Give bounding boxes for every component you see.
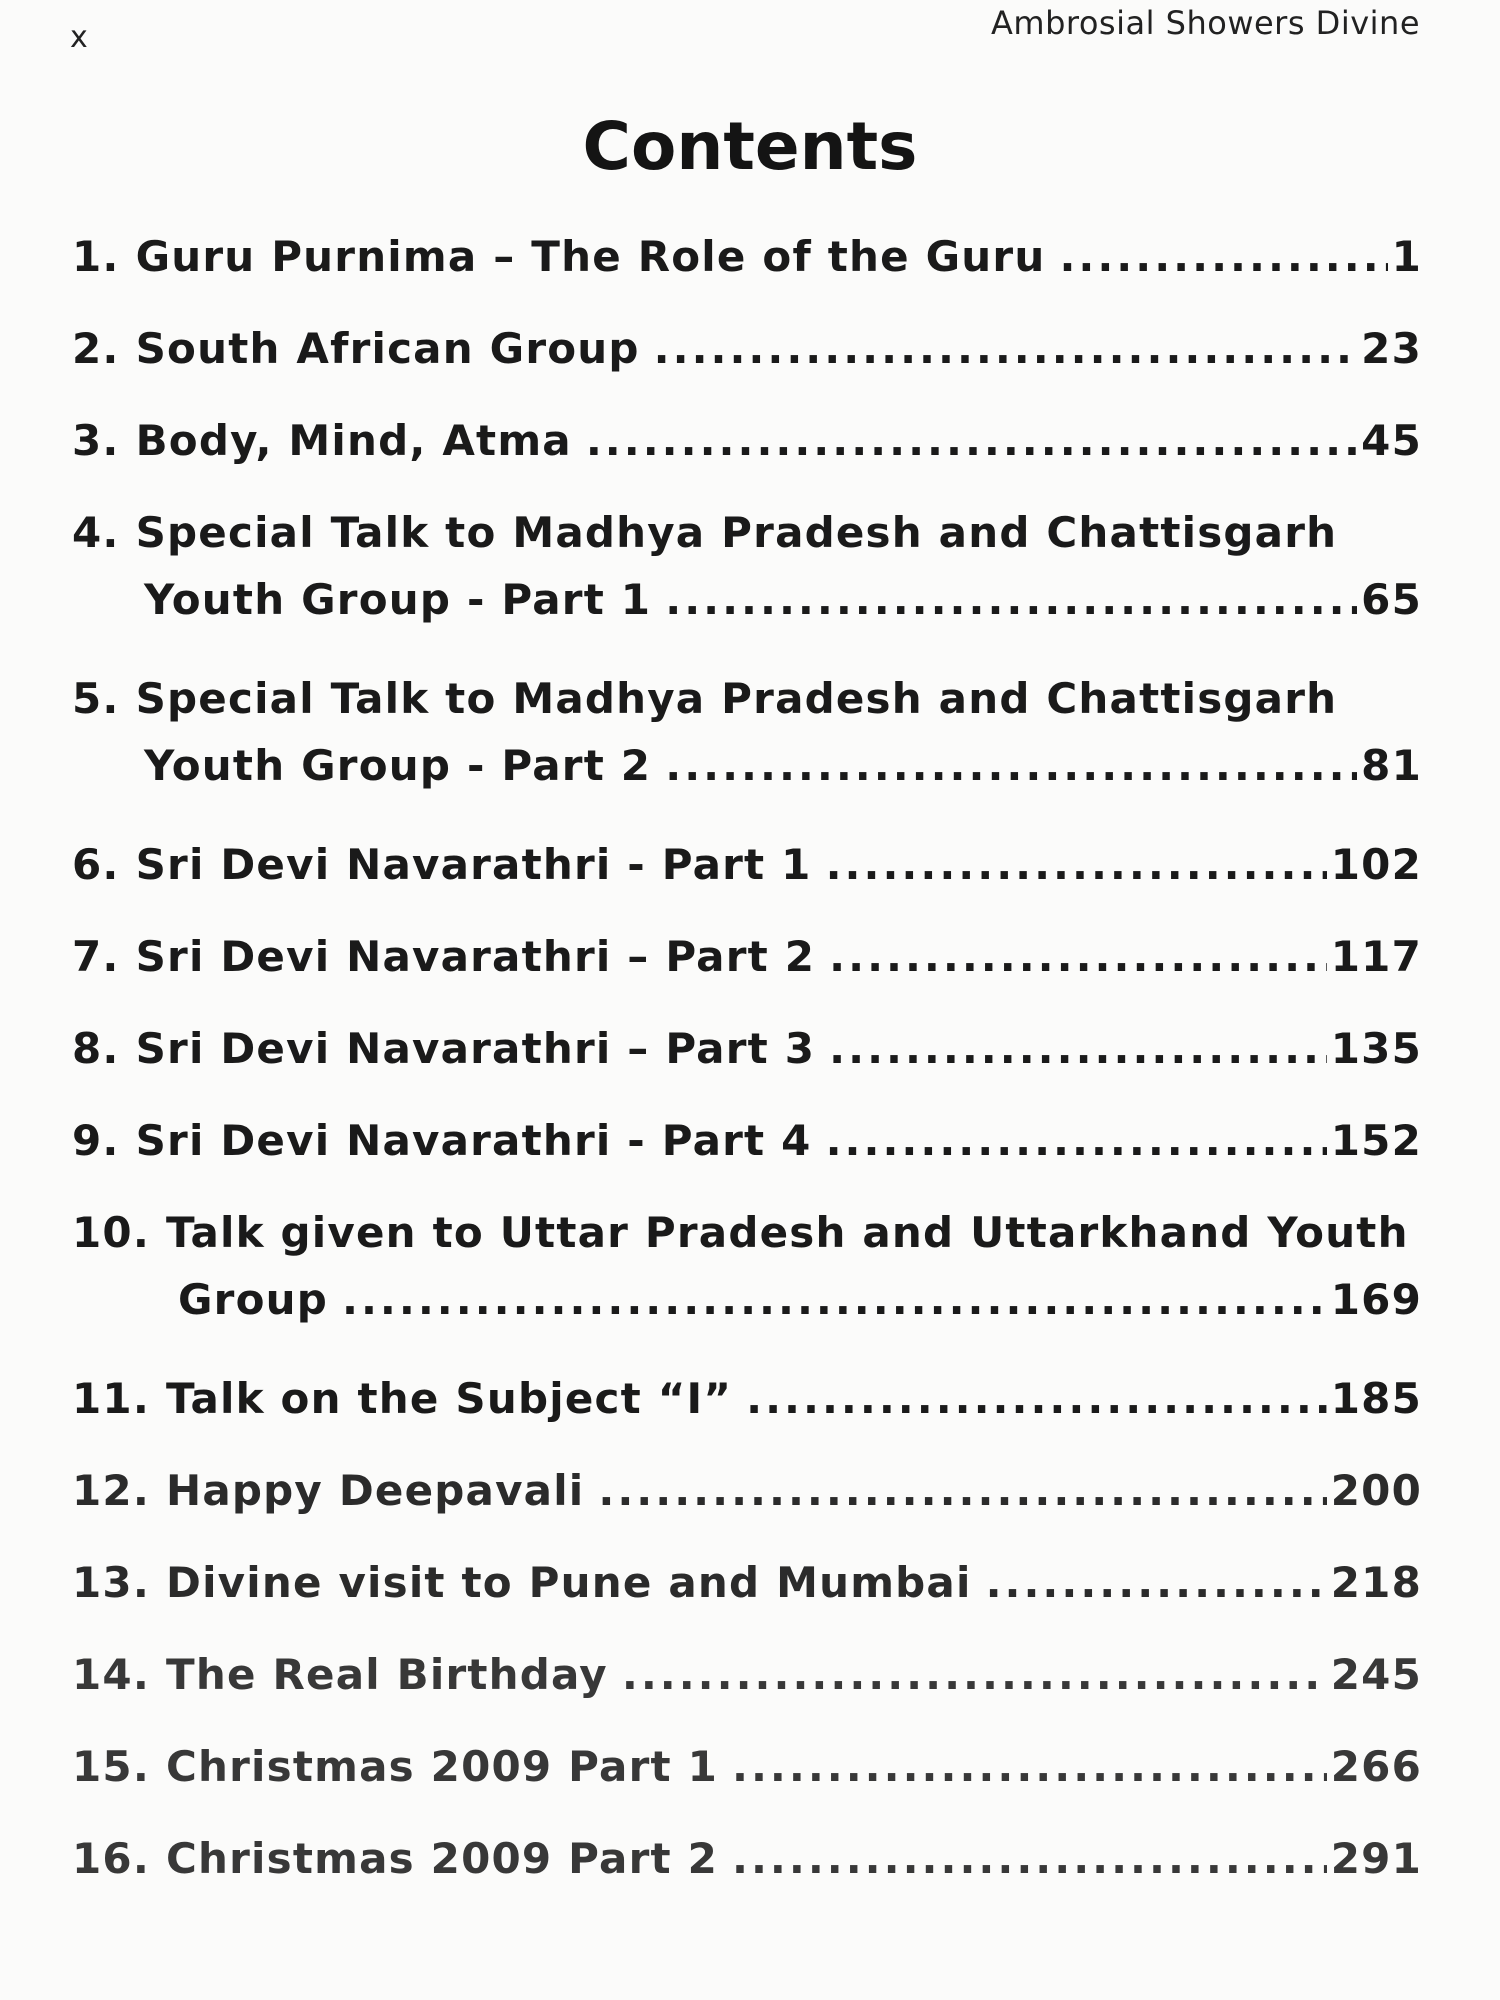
- dot-leader: [598, 1466, 1326, 1515]
- entry-number: 7.: [72, 932, 120, 981]
- entry-number: 16.: [72, 1834, 151, 1883]
- entry-title-line-2: Youth Group - Part 2: [144, 741, 652, 790]
- entry-page-number: 169: [1330, 1275, 1422, 1324]
- entry-title: The Real Birthday: [166, 1650, 608, 1699]
- dot-leader: [732, 1742, 1327, 1791]
- entry-number: 4.: [72, 508, 120, 557]
- dot-leader: [586, 416, 1357, 465]
- dot-leader: [665, 741, 1357, 790]
- entry-page-number: 117: [1330, 932, 1422, 981]
- corner-mark: x: [70, 20, 88, 55]
- entry-page-number: 45: [1361, 416, 1422, 465]
- entry-number: 10.: [72, 1208, 151, 1257]
- entry-page-number: 200: [1330, 1466, 1422, 1515]
- entry-page-number: 135: [1330, 1024, 1422, 1073]
- toc-entry: [72, 232, 1422, 324]
- toc-entry: [72, 1650, 1422, 1742]
- entry-title-line-2: Group: [178, 1275, 329, 1324]
- dot-leader: [732, 1834, 1327, 1883]
- entry-page-number: 185: [1330, 1374, 1422, 1423]
- entry-title: South African Group: [135, 324, 640, 373]
- entry-title: Talk on the Subject “I”: [166, 1374, 733, 1423]
- entry-title-line-2: Youth Group - Part 1: [144, 575, 652, 624]
- entry-title: Christmas 2009 Part 1: [166, 1742, 718, 1791]
- entry-title-line-1: Special Talk to Madhya Pradesh and Chattisgarh: [135, 508, 1338, 557]
- toc-entry: [72, 1466, 1422, 1558]
- dot-leader: [746, 1374, 1327, 1423]
- toc-entry: [72, 1374, 1422, 1466]
- entry-title: Happy Deepavali: [166, 1466, 585, 1515]
- dot-leader: [826, 1116, 1327, 1165]
- dot-leader: [829, 1024, 1327, 1073]
- entry-number: 14.: [72, 1650, 151, 1699]
- entry-page-number: 245: [1330, 1650, 1422, 1699]
- entry-page-number: 102: [1330, 840, 1422, 889]
- page-title: Contents: [582, 108, 918, 185]
- toc-entry: [72, 674, 1422, 840]
- entry-title: Sri Devi Navarathri – Part 3: [135, 1024, 816, 1073]
- entry-number: 8.: [72, 1024, 120, 1073]
- toc-entry: [72, 932, 1422, 1024]
- entry-title: Guru Purnima – The Role of the Guru: [135, 232, 1046, 281]
- dot-leader: [829, 932, 1327, 981]
- entry-title: Sri Devi Navarathri – Part 2: [135, 932, 816, 981]
- entry-number: 9.: [72, 1116, 120, 1165]
- entry-title: Sri Devi Navarathri - Part 1: [135, 840, 812, 889]
- entry-title: Christmas 2009 Part 2: [166, 1834, 718, 1883]
- toc-entry: [72, 508, 1422, 674]
- entry-page-number: 1: [1391, 232, 1422, 281]
- entry-number: 2.: [72, 324, 120, 373]
- entry-title: Body, Mind, Atma: [135, 416, 572, 465]
- dot-leader: [622, 1650, 1327, 1699]
- entry-page-number: 152: [1330, 1116, 1422, 1165]
- entry-number: 6.: [72, 840, 120, 889]
- dot-leader: [654, 324, 1357, 373]
- entry-page-number: 65: [1361, 575, 1422, 624]
- entry-page-number: 218: [1330, 1558, 1422, 1607]
- dot-leader: [1059, 232, 1387, 281]
- table-of-contents: [72, 232, 1422, 1926]
- toc-entry: [72, 1558, 1422, 1650]
- entry-title: Divine visit to Pune and Mumbai: [166, 1558, 972, 1607]
- entry-number: 11.: [72, 1374, 151, 1423]
- entry-number: 13.: [72, 1558, 151, 1607]
- running-head: Ambrosial Showers Divine: [991, 4, 1420, 42]
- entry-page-number: 266: [1330, 1742, 1422, 1791]
- dot-leader: [826, 840, 1327, 889]
- dot-leader: [342, 1275, 1327, 1324]
- entry-title-line-1: Talk given to Uttar Pradesh and Uttarkhand Youth: [166, 1208, 1409, 1257]
- entry-number: 3.: [72, 416, 120, 465]
- entry-number: 5.: [72, 674, 120, 723]
- entry-page-number: 23: [1361, 324, 1422, 373]
- toc-entry: [72, 1834, 1422, 1926]
- toc-entry: [72, 416, 1422, 508]
- toc-entry: [72, 1742, 1422, 1834]
- entry-number: 12.: [72, 1466, 151, 1515]
- entry-number: 15.: [72, 1742, 151, 1791]
- entry-page-number: 81: [1361, 741, 1422, 790]
- toc-entry: [72, 324, 1422, 416]
- dot-leader: [986, 1558, 1327, 1607]
- toc-entry: [72, 1024, 1422, 1116]
- entry-page-number: 291: [1330, 1834, 1422, 1883]
- entry-title-line-1: Special Talk to Madhya Pradesh and Chattisgarh: [135, 674, 1338, 723]
- toc-entry: [72, 1116, 1422, 1208]
- toc-entry: [72, 1208, 1422, 1374]
- dot-leader: [665, 575, 1357, 624]
- entry-title: Sri Devi Navarathri - Part 4: [135, 1116, 812, 1165]
- toc-entry: [72, 840, 1422, 932]
- entry-number: 1.: [72, 232, 120, 281]
